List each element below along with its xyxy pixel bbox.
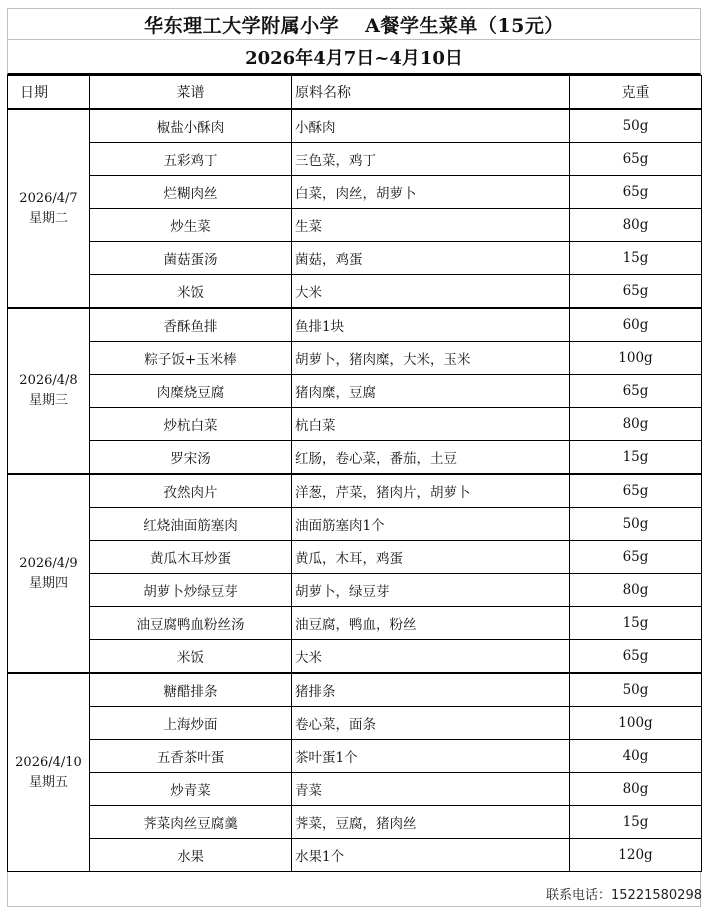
ingredients: 荠菜，豆腐，猪肉丝 (292, 806, 570, 839)
menu-row (8, 806, 702, 839)
ingredients: 白菜，肉丝，胡萝卜 (292, 176, 570, 209)
weight: 50g (570, 109, 702, 143)
dish-name: 烂糊肉丝 (90, 176, 292, 209)
menu-row (8, 342, 702, 375)
menu-row (8, 574, 702, 607)
ingredients: 青菜 (292, 773, 570, 806)
menu-row (8, 275, 702, 309)
dish-name: 米饭 (90, 275, 292, 309)
ingredients: 黄瓜，木耳，鸡蛋 (292, 541, 570, 574)
dish-name: 炒青菜 (90, 773, 292, 806)
weight: 120g (570, 839, 702, 872)
header-row (8, 76, 702, 110)
menu-row (8, 441, 702, 475)
ingredients: 大米 (292, 275, 570, 309)
ingredients: 水果1个 (292, 839, 570, 872)
dish-name: 糖醋排条 (90, 673, 292, 707)
day-date: 2026/4/8 (19, 373, 78, 388)
menu-row (8, 740, 702, 773)
menu-row (8, 707, 702, 740)
dish-name: 油豆腐鸭血粉丝汤 (90, 607, 292, 640)
weight: 60g (570, 308, 702, 342)
weight: 80g (570, 773, 702, 806)
weight: 65g (570, 143, 702, 176)
ingredients: 三色菜，鸡丁 (292, 143, 570, 176)
header-date: 日期 (8, 76, 90, 110)
ingredients: 猪排条 (292, 673, 570, 707)
weight: 80g (570, 408, 702, 441)
weight: 80g (570, 209, 702, 242)
ingredients: 菌菇，鸡蛋 (292, 242, 570, 275)
ingredients: 洋葱，芹菜，猪肉片，胡萝卜 (292, 474, 570, 508)
menu-row (8, 143, 702, 176)
menu-subtitle: A餐学生菜单（15元） (365, 14, 564, 37)
ingredients: 油豆腐，鸭血，粉丝 (292, 607, 570, 640)
contact-phone: 联系电话：15221580298 (546, 888, 702, 903)
menu-row (8, 242, 702, 275)
date-range: 2026年4月7日~4月10日 (7, 39, 701, 75)
dish-name: 黄瓜木耳炒蛋 (90, 541, 292, 574)
menu-table (7, 75, 702, 872)
day-weekday: 星期三 (28, 393, 68, 408)
dish-name: 荠菜肉丝豆腐羹 (90, 806, 292, 839)
title-row (7, 8, 701, 39)
dish-name: 水果 (90, 839, 292, 872)
ingredients: 卷心菜，面条 (292, 707, 570, 740)
dish-name: 五香茶叶蛋 (90, 740, 292, 773)
ingredients: 大米 (292, 640, 570, 674)
weight: 100g (570, 342, 702, 375)
dish-name: 罗宋汤 (90, 441, 292, 475)
day-cell (8, 109, 90, 308)
ingredients: 杭白菜 (292, 408, 570, 441)
dish-name: 香酥鱼排 (90, 308, 292, 342)
day-cell (8, 673, 90, 872)
menu-row (8, 640, 702, 674)
ingredients: 鱼排1块 (292, 308, 570, 342)
weight: 65g (570, 541, 702, 574)
header-ingredients: 原料名称 (292, 76, 570, 110)
day-date: 2026/4/9 (19, 555, 78, 571)
ingredients: 生菜 (292, 209, 570, 242)
header-dish: 菜谱 (90, 76, 292, 110)
weight: 15g (570, 806, 702, 839)
menu-row (8, 375, 702, 408)
weight: 65g (570, 275, 702, 309)
menu-row (8, 176, 702, 209)
weight: 65g (570, 176, 702, 209)
menu-body (8, 109, 702, 872)
ingredients: 小酥肉 (292, 109, 570, 143)
menu-row (8, 474, 702, 508)
weight: 40g (570, 740, 702, 773)
dish-name: 肉糜烧豆腐 (90, 375, 292, 408)
menu-row (8, 541, 702, 574)
dish-name: 椒盐小酥肉 (90, 109, 292, 143)
menu-row (8, 109, 702, 143)
weight: 50g (570, 508, 702, 541)
weight: 80g (570, 574, 702, 607)
ingredients: 茶叶蛋1个 (292, 740, 570, 773)
header-weight: 克重 (570, 76, 702, 110)
dish-name: 粽子饭+玉米棒 (90, 342, 292, 375)
ingredients: 油面筋塞肉1个 (292, 508, 570, 541)
dish-name: 上海炒面 (90, 707, 292, 740)
menu-row (8, 607, 702, 640)
dish-name: 红烧油面筋塞肉 (90, 508, 292, 541)
menu-row (8, 308, 702, 342)
dish-name: 米饭 (90, 640, 292, 674)
day-date: 2026/4/10 (15, 754, 82, 770)
weight: 100g (570, 707, 702, 740)
dish-name: 胡萝卜炒绿豆芽 (90, 574, 292, 607)
menu-row (8, 209, 702, 242)
weight: 50g (570, 673, 702, 707)
weight: 15g (570, 607, 702, 640)
ingredients: 胡萝卜，绿豆芽 (292, 574, 570, 607)
ingredients: 胡萝卜，猪肉糜，大米，玉米 (292, 342, 570, 375)
weight: 65g (570, 375, 702, 408)
day-weekday: 星期四 (28, 575, 68, 591)
menu-row (8, 839, 702, 872)
dish-name: 五彩鸡丁 (90, 143, 292, 176)
weight: 15g (570, 242, 702, 275)
day-cell (8, 308, 90, 474)
menu-row (8, 773, 702, 806)
dish-name: 菌菇蛋汤 (90, 242, 292, 275)
menu-row (8, 408, 702, 441)
day-weekday: 星期二 (28, 210, 68, 226)
weight: 65g (570, 474, 702, 508)
ingredients: 猪肉糜，豆腐 (292, 375, 570, 408)
menu-row (8, 508, 702, 541)
weight: 65g (570, 640, 702, 674)
menu-sheet (7, 8, 701, 907)
ingredients: 红肠，卷心菜，番茄，土豆 (292, 441, 570, 475)
day-cell (8, 474, 90, 673)
school-name: 华东理工大学附属小学 (144, 14, 340, 37)
day-weekday: 星期五 (28, 774, 68, 790)
weight: 15g (570, 441, 702, 475)
day-date: 2026/4/7 (19, 190, 78, 206)
dish-name: 炒生菜 (90, 209, 292, 242)
menu-row (8, 673, 702, 707)
dish-name: 炒杭白菜 (90, 408, 292, 441)
dish-name: 孜然肉片 (90, 474, 292, 508)
